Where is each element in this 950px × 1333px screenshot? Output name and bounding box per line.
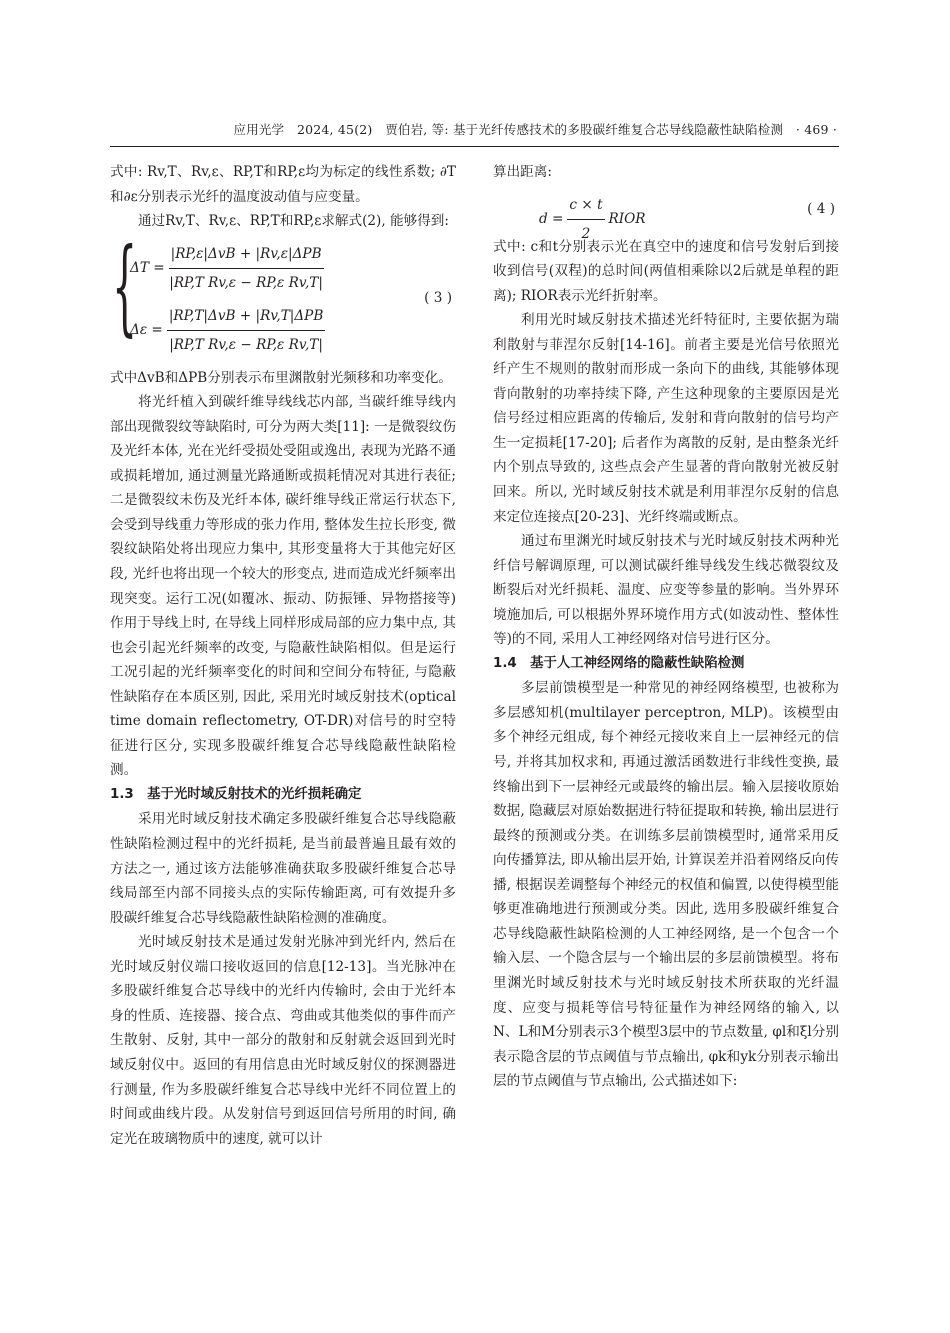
paragraph: 算出距离: [493,164,552,180]
section-heading: 1.3 基于光时域反射技术的光纤损耗确定 [110,786,362,802]
denominator: 2 [581,226,591,243]
equation-row [130,304,325,358]
equation-lhs: d = [539,211,564,228]
section-heading: 1.4 基于人工神经网络的隐蔽性缺陷检测 [493,655,745,671]
equation-number: ( 4 ) [807,200,835,217]
paragraph: 通过布里渊光时域反射技术与光时域反射技术两种光纤信号解调原理, 可以测试碳纤维导线发生线芯微裂纹及断裂后对光纤损耗、温度、应变等参量的影响。当外界环境施加后, 可以根据外界环境作用方式(如波动性、整体性等)的不同, 采用人工神经网络对信号进行区分。 [493,533,839,648]
numerator: |RP,T|ΔvB + |Rv,T|ΔPB [167,304,326,332]
equation-row [130,242,324,296]
paragraph: 式中: Rv,T、Rv,ε、RP,T和RP,ε均为标定的线性系数; ∂T和∂ε分别表示光纤的温度波动值与应变量。 [110,164,456,205]
equation-number: ( 3 ) [424,289,452,306]
fraction [167,304,326,358]
paragraph: 多层前馈模型是一种常见的神经网络模型, 也被称为多层感知机(multilayer perceptron, MLP)。该模型由多个神经元组成, 每个神经元接收来自上一层神经元的信号, 并将其加权求和, 再通过激活函数进行非线性变换, 最终输出到下一层神经元或最终的输出层。输入层接收原始数据, 隐藏层对原始数据进行特征提取和转换, 输出层进行最终的预测或分类。在训练多层前馈模型时, 通常采用反向传播算法, 即从输出层开始, 计算误差并沿着网络反向传播, 根据误差调整每个神经元的权值和偏置, 以使得模型能够更准确地进行预测或分类。因此, 选用多股碳纤维复合芯导线隐蔽性缺陷检测的人工神经网络, 是一个包含一个输入层、一个隐含层与一个输出层的多层前馈模型。将布里渊光时域反射技术与光时域反射技术所获取的光纤温度、应变与损耗等信号特征量作为神经网络的输入, 以N、L和M分别表示3个模型3层中的节点数量, φl和ξl分别表示隐含层的节点阈值与节点输出, φk和yk分别表示输出层的节点阈值与节点输出, 公式描述如下: [493,680,839,1090]
paragraph: 光时域反射技术是通过发射光脉冲到光纤内, 然后在光时域反射仪端口接收返回的信息[12-13]。当光脉冲在多股碳纤维复合芯导线中的光纤内传输时, 会由于光纤本身的性质、连接器、接合点、弯曲或其他类似的事件而产生散射、反射, 其中一部分的散射和反射就会返回到光时域反射仪中。返回的有用信息由光时域反射仪的探测器进行测量, 作为多股碳纤维复合芯导线中光纤不同位置上的时间或曲线片段。从发射信号到返回信号所用的时间, 确定光在玻璃物质中的速度, 就可以计 [110,934,456,1147]
paragraph: 式中: c和t分别表示光在真空中的速度和信号发射后到接收到信号(双程)的总时间(两值相乘除以2后就是单程的距离); RIOR表示光纤折射率。 [493,238,839,304]
equation-3 [110,224,456,364]
paragraph: 采用光时域反射技术确定多股碳纤维复合芯导线隐蔽性缺陷检测过程中的光纤损耗, 是当前最普遍且最有效的方法之一, 通过该方法能够准确获取多股碳纤维复合芯导线局部至内部不同接头点的实际传输距离, 可有效提升多股碳纤维复合芯导线隐蔽性缺陷检测的准确度。 [110,811,456,926]
header-rule [110,146,839,147]
fraction [567,193,604,247]
right-column [493,160,839,1094]
paragraph: 式中ΔvB和ΔPB分别表示布里渊散射光频移和功率变化。 [110,369,452,386]
paragraph: 通过Rv,T、Rv,ε、RP,T和RP,ε求解式(2), 能够得到: [138,213,449,230]
paragraph: 将光纤植入到碳纤维导线线芯内部, 当碳纤维导线内部出现微裂纹等缺陷时, 可分为两大类[11]: 一是微裂纹伤及光纤本体, 光在光纤受损处受阻或逸出, 表现为光路不通或损耗增加, 通过测量光路通断或损耗情况对其进行表征; 二是微裂纹未伤及光纤本体, 碳纤维导线正常运行状态下, 会受到导线重力等形成的张力作用, 整体发生拉长形变, 微裂纹缺陷处将出现应力集中, 其形变量将大于其他完好区段, 光纤也将出现一个较大的形变点, 进而造成光纤频率出现突变。运行工况(如覆冰、振动、防振锤、异物搭接等)作用于导线上时, 在导线上同样形成局部的应力集中点, 其也会引起光纤频率的改变, 与隐蔽性缺陷相似。但是运行工况引起的光纤频率变化的时间和空间分布特征, 与隐蔽性缺陷存在本质区别, 因此, 采用光时域反射技术(optical time domain reflectometry, OT-DR)对信号的时空特征进行区分, 实现多股碳纤维复合芯导线隐蔽性缺陷检测。 [110,394,456,779]
denominator: |RP,T Rv,ε − RP,ε Rv,T| [169,337,323,354]
equation-lhs: Δε = [130,322,163,339]
numerator: c × t [567,193,604,221]
left-brace-icon: { [112,224,138,347]
paragraph: 利用光时域反射技术描述光纤特征时, 主要依据为瑞利散射与菲涅尔反射[14-16]。前者主要是光信号依照光纤产生不规则的散射而形成一条向下的曲线, 其能够体现背向散射的功率持续下降, 产生这种现象的主要原因是光信号经过相应距离的传输后, 发射和背向散射的信号均产生一定损耗[17-20]; 后者作为离散的反射, 是由整条光纤内个别点导致的, 这些点会产生显著的背向散射光被反射回来。所以, 光时域反射技术就是利用菲涅尔反射的信息来定位连接点[20-23]、光纤终端或断点。 [493,312,839,525]
equation-4 [493,185,839,243]
numerator: |RP,ε|ΔvB + |Rv,ε|ΔPB [169,242,324,270]
denominator: |RP,T Rv,ε − RP,ε Rv,T| [169,275,323,292]
equation-lhs: ΔT = [130,260,165,277]
running-head: 应用光学 2024, 45(2) 贾伯岩, 等: 基于光纤传感技术的多股碳纤维复合芯导线隐蔽性缺陷检测 · 469 · [233,122,837,137]
equation-tail: RIOR [608,211,646,228]
fraction [169,242,324,296]
left-column [110,160,456,1151]
equation-row [539,193,646,247]
